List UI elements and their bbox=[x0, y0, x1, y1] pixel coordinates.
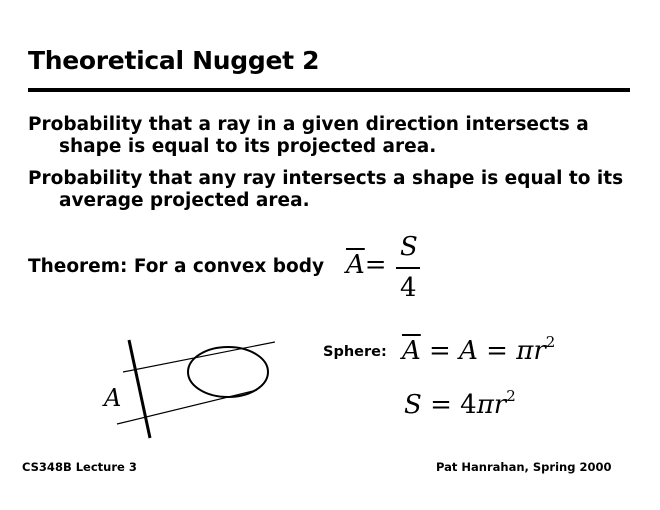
paragraph-1-line-1: Probability that a ray in a given direction intersects a bbox=[28, 114, 589, 135]
surface-equals: = bbox=[421, 390, 461, 420]
surface-radius-symbol: r bbox=[493, 390, 507, 420]
surface-exponent: 2 bbox=[506, 387, 516, 405]
sphere-area-symbol: A bbox=[459, 336, 478, 366]
projection-line-top bbox=[123, 342, 275, 372]
diagram-label-a: A bbox=[104, 384, 122, 412]
projection-line-bottom bbox=[117, 390, 257, 424]
theorem-fraction-bar bbox=[396, 267, 420, 269]
sphere-pi-symbol: π bbox=[516, 336, 534, 366]
convex-shape-ellipse bbox=[188, 347, 268, 397]
surface-coefficient: 4 bbox=[460, 390, 477, 420]
sphere-radius-symbol: r bbox=[533, 336, 546, 366]
sphere-area-equation bbox=[402, 333, 555, 366]
paragraph-2-line-2: average projected area. bbox=[59, 190, 310, 211]
paragraph-1-line-2: shape is equal to its projected area. bbox=[59, 136, 437, 157]
paragraph-projected-area bbox=[28, 114, 638, 158]
projection-plane-line bbox=[129, 340, 150, 438]
sphere-average-area-symbol: $\overline{A}$ bbox=[402, 336, 421, 366]
ray-projection-diagram bbox=[95, 330, 275, 445]
theorem-equals-sign: = bbox=[364, 250, 387, 280]
theorem-denominator: 4 bbox=[400, 273, 417, 303]
theorem-numerator: S bbox=[400, 232, 418, 262]
sphere-exponent: 2 bbox=[545, 333, 556, 351]
theorem-lhs bbox=[346, 250, 387, 280]
surface-area-symbol: S bbox=[404, 390, 422, 420]
theorem-average-area-symbol: $\overline{A}$ bbox=[346, 250, 365, 280]
theorem-label: Theorem: For a convex body bbox=[28, 256, 324, 277]
surface-pi-symbol: π bbox=[476, 390, 494, 420]
title-rule bbox=[28, 88, 630, 92]
sphere-surface-equation bbox=[404, 387, 516, 420]
footer-course: CS348B Lecture 3 bbox=[22, 460, 137, 474]
slide-title: Theoretical Nugget 2 bbox=[28, 46, 320, 75]
sphere-equals-1: = bbox=[420, 336, 460, 366]
sphere-label: Sphere: bbox=[323, 344, 387, 360]
footer-author: Pat Hanrahan, Spring 2000 bbox=[436, 460, 612, 474]
paragraph-2-line-1: Probability that any ray intersects a shape is equal to its bbox=[28, 168, 624, 189]
paragraph-average-area bbox=[28, 168, 638, 212]
sphere-equals-2: = bbox=[477, 336, 517, 366]
